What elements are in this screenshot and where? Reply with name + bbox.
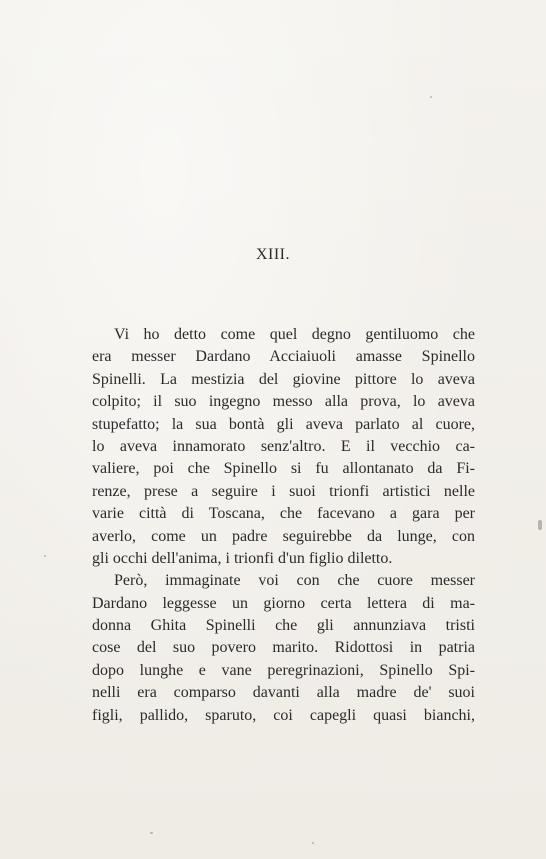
text-line: Dardano leggesse un giorno certa lettera di ma- — [92, 594, 475, 612]
text-line: valiere, poi che Spinello si fu allontanato da Fi- — [92, 460, 475, 478]
text-line: dopo lunghe e vane peregrinazioni, Spinello Spi- — [92, 661, 475, 679]
text-line: renze, prese a seguire i suoi trionfi artistici nelle — [92, 482, 475, 500]
text-line: stupefatto; la sua bontà gli aveva parlato al cuore, — [92, 415, 475, 433]
body-text — [92, 324, 475, 727]
text-line: Spinelli. La mestizia del giovine pittore lo aveva — [92, 370, 475, 388]
text-line: nelli era comparso davanti alla madre de' suoi — [92, 684, 475, 702]
text-line: Vi ho detto come quel degno gentiluomo che — [114, 326, 475, 343]
text-line: cose del suo povero marito. Ridottosi in patria — [92, 639, 475, 657]
text-line: gli occhi dell'anima, i trionfi d'un figlio diletto. — [92, 549, 393, 567]
text-line: varie città di Toscana, che facevano a gara per — [92, 505, 475, 523]
text-line: averlo, come un padre seguirebbe da lunge, con — [92, 527, 475, 545]
paper-speck — [150, 832, 153, 834]
text-line: Però, immaginate voi con che cuore messer — [114, 572, 475, 590]
paragraph-2 — [92, 570, 475, 727]
paper-speck — [538, 520, 542, 530]
text-line: colpito; il suo ingegno messo alla prova, lo aveva — [92, 393, 475, 411]
text-line: era messer Dardano Acciaiuoli amasse Spinello — [92, 348, 475, 366]
paper-speck — [44, 555, 46, 557]
text-line: lo aveva innamorato senz'altro. E il vecchio ca- — [92, 437, 475, 455]
paragraph-1 — [92, 324, 475, 570]
paper-speck — [312, 842, 314, 844]
chapter-heading: XIII. — [255, 246, 291, 263]
text-line: figli, pallido, sparuto, coi capegli quasi bianchi, — [92, 706, 475, 724]
paper-speck — [430, 96, 432, 98]
text-line: donna Ghita Spinelli che gli annunziava tristi — [92, 617, 475, 635]
